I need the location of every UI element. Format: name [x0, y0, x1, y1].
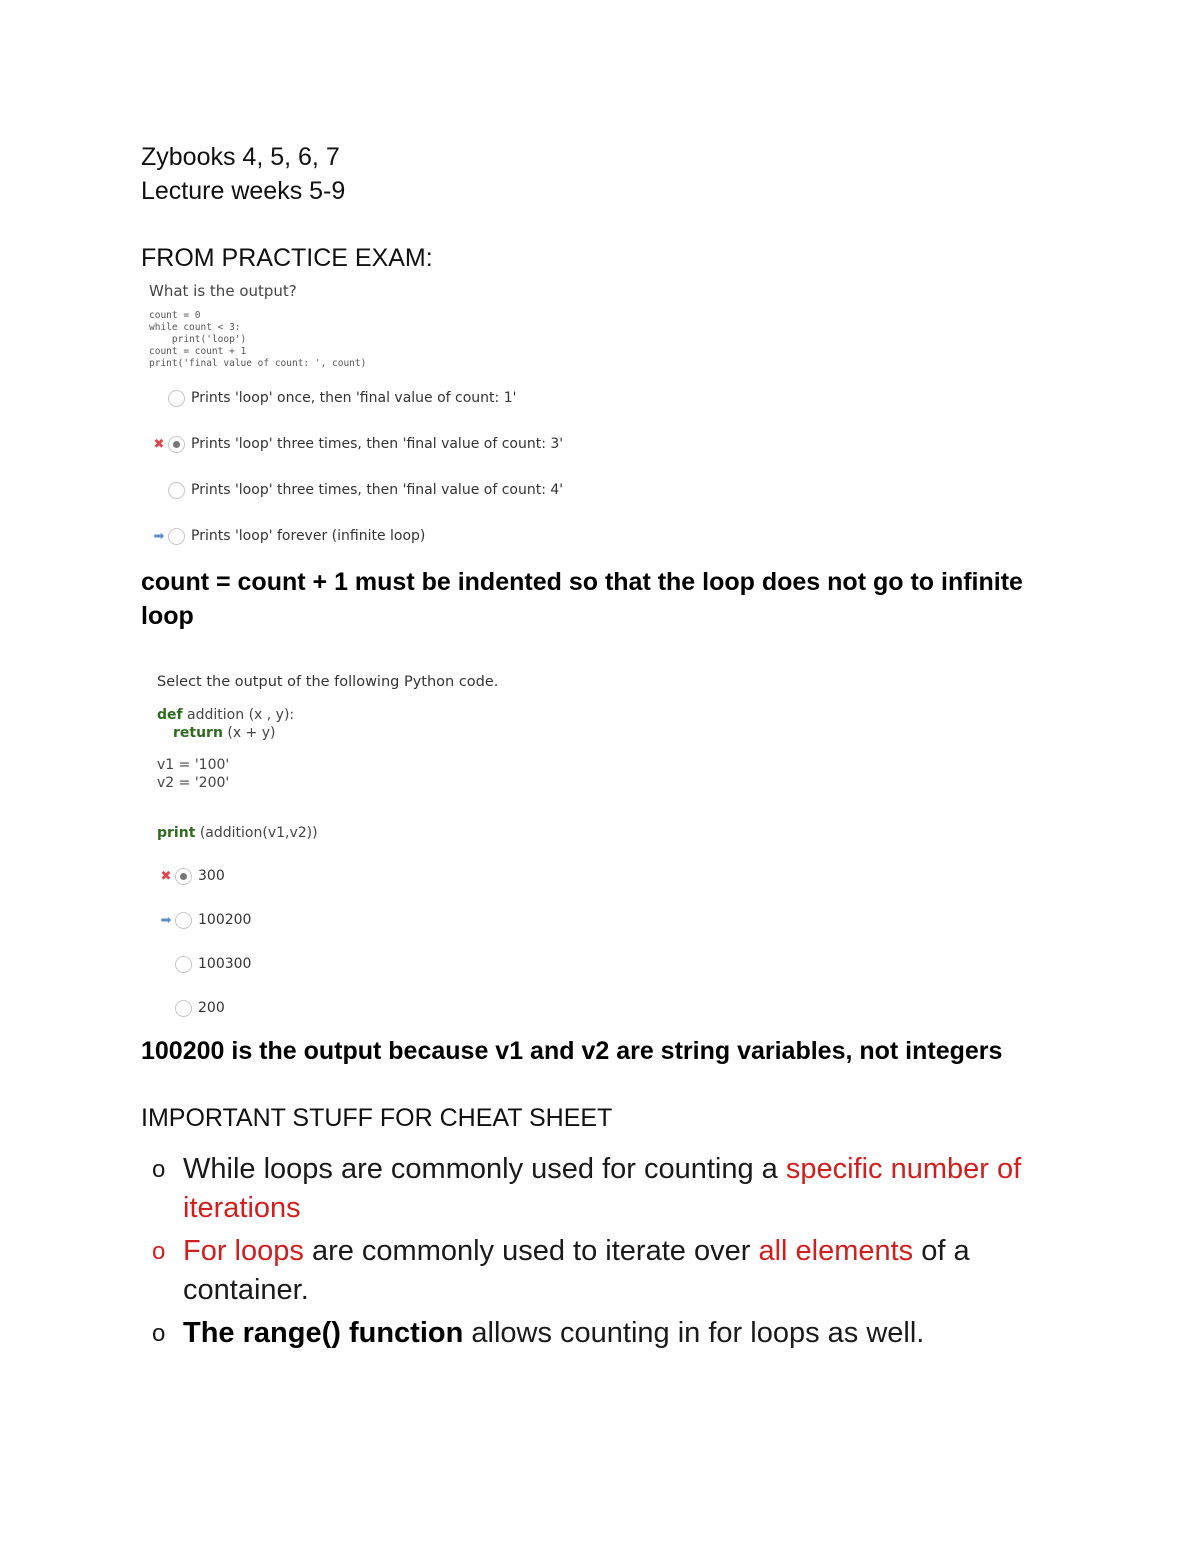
option-label: Prints 'loop' three times, then 'final value of count: 3': [191, 436, 564, 452]
question1-option-4[interactable]: [150, 524, 563, 548]
item-text: are commonly used to iterate over: [303, 1235, 759, 1267]
question1-explanation: count = count + 1 must be indented so that the loop does not go to infinite loop: [141, 568, 1023, 630]
wrong-x-icon: ✖: [160, 868, 172, 884]
radio-button[interactable]: [168, 390, 185, 407]
item-text: While loops are commonly used for counting a: [183, 1153, 786, 1185]
radio-button[interactable]: [175, 1000, 192, 1017]
question1-option-3[interactable]: [150, 478, 563, 502]
radio-button[interactable]: [168, 482, 185, 499]
radio-button[interactable]: [168, 528, 185, 545]
option-label: Prints 'loop' forever (infinite loop): [191, 528, 426, 544]
item-highlight: all elements: [758, 1235, 914, 1267]
question1-option-1[interactable]: [150, 386, 563, 410]
question1-option-2[interactable]: [150, 432, 563, 456]
section-heading-practice-exam: FROM PRACTICE EXAM:: [141, 244, 433, 272]
question2-code: [157, 706, 318, 842]
correct-arrow-icon: ➡: [153, 528, 165, 544]
correct-arrow-icon: ➡: [160, 912, 172, 928]
doc-title-line1: Zybooks 4, 5, 6, 7: [141, 143, 340, 171]
question1-prompt: What is the output?: [149, 282, 297, 300]
keyword-print: print: [157, 825, 196, 841]
question2-option-3[interactable]: [157, 952, 251, 976]
code-line-return: [157, 724, 318, 742]
bullet-circle-icon: o: [152, 1320, 166, 1347]
wrong-x-icon: ✖: [153, 436, 165, 452]
question2-prompt: Select the output of the following Python code.: [157, 674, 499, 690]
item-highlight: specific number of iterations: [183, 1153, 1022, 1224]
code-text: (x + y): [222, 725, 276, 741]
item-highlight: For loops: [183, 1235, 304, 1267]
option-label: 100200: [198, 912, 252, 928]
bullet-circle-icon: o: [152, 1238, 166, 1265]
keyword-return: return: [173, 725, 223, 741]
cheat-sheet-item-range: [152, 1314, 1072, 1353]
question2-options: [157, 864, 251, 1020]
question2-option-2[interactable]: [157, 908, 251, 932]
option-label: 100300: [198, 956, 252, 972]
bullet-circle-icon: o: [152, 1156, 166, 1183]
cheat-sheet-list: [152, 1150, 1072, 1357]
option-label: Prints 'loop' three times, then 'final value of count: 4': [191, 482, 564, 498]
item-text: of a container.: [183, 1235, 970, 1306]
option-label: 200: [198, 1000, 225, 1016]
cheat-sheet-item-while-loops: [152, 1150, 1072, 1228]
question2-option-4[interactable]: [157, 996, 251, 1020]
radio-button[interactable]: [175, 912, 192, 929]
keyword-def: def: [157, 707, 183, 723]
question2-explanation: 100200 is the output because v1 and v2 are string variables, not integers: [141, 1037, 1003, 1065]
radio-button-selected[interactable]: [168, 436, 185, 453]
cheat-sheet-item-for-loops: [152, 1232, 1072, 1310]
question2-option-1[interactable]: [157, 864, 251, 888]
option-label: 300: [198, 868, 225, 884]
radio-button-selected[interactable]: [175, 868, 192, 885]
option-label: Prints 'loop' once, then 'final value of count: 1': [191, 390, 517, 406]
code-line-v1: v1 = '100': [157, 757, 230, 773]
code-line-print: [157, 824, 318, 842]
radio-button[interactable]: [175, 956, 192, 973]
item-bold: The range() function: [183, 1317, 464, 1349]
code-text: addition (x , y):: [182, 707, 295, 723]
code-text: (addition(v1,v2)): [195, 825, 318, 841]
code-line-v2: v2 = '200': [157, 775, 230, 791]
section-heading-cheat-sheet: IMPORTANT STUFF FOR CHEAT SHEET: [141, 1104, 613, 1132]
doc-title-line2: Lecture weeks 5-9: [141, 177, 346, 205]
item-text: allows counting in for loops as well.: [463, 1317, 925, 1349]
code-line-def: [157, 706, 318, 724]
question1-options: [150, 386, 563, 548]
question1-code: count = 0 while count < 3: print('loop') count = count + 1 print('final value of count: ', count): [149, 310, 367, 369]
